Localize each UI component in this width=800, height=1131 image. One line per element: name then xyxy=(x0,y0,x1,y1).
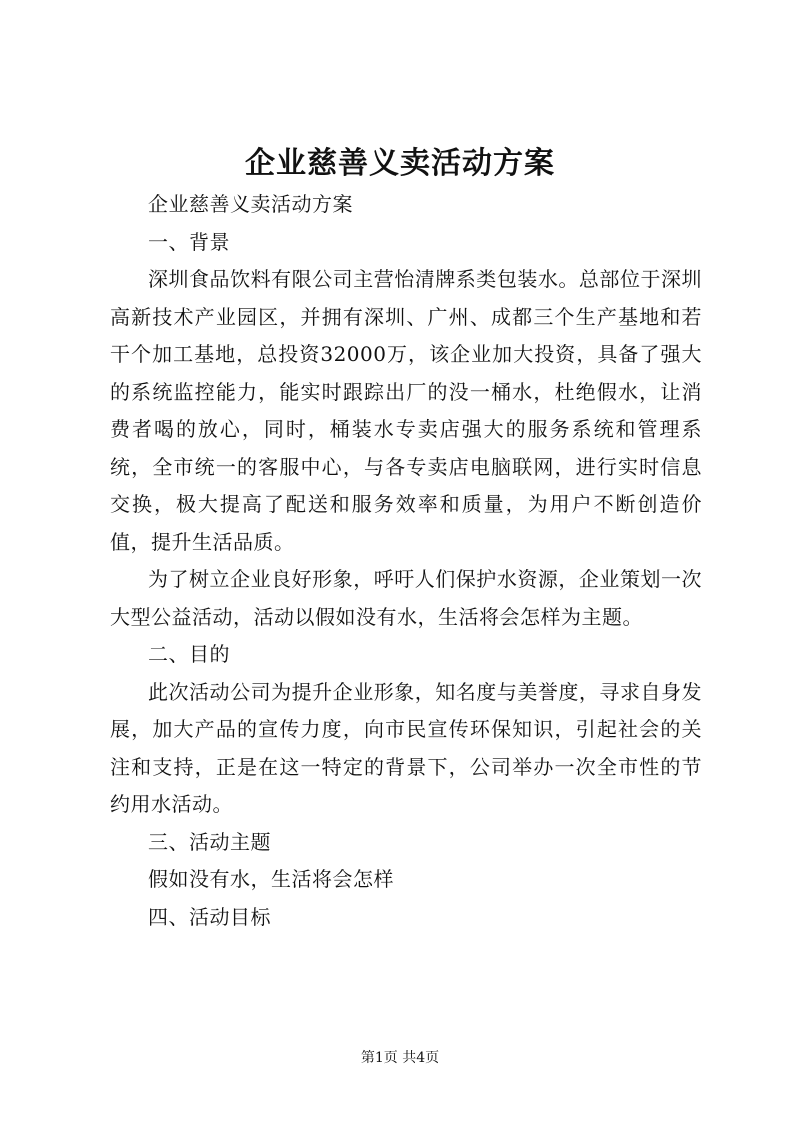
paragraph-theme: 假如没有水，生活将会怎样 xyxy=(148,867,394,891)
page-number-label: 第1页 共4页 xyxy=(360,1050,440,1066)
page-footer xyxy=(0,1048,800,1068)
paragraph-subtitle: 企业慈善义卖活动方案 xyxy=(148,192,353,216)
document-body xyxy=(110,186,702,936)
paragraph-purpose-intro: 为了树立企业良好形象，呼吁人们保护水资源，企业策划一次大型公益活动，活动以假如没有水，生活将会怎样为主题。 xyxy=(110,567,702,629)
section-heading-background: 一、背景 xyxy=(148,229,230,254)
section-heading-theme: 三、活动主题 xyxy=(148,829,271,854)
paragraph-background: 深圳食品饮料有限公司主营怡清牌系类包装水。总部位于深圳高新技术产业园区，并拥有深圳、广州、成都三个生产基地和若干个加工基地，总投资32000万，该企业加大投资，具备了强大的系统监控能力，能实时跟踪出厂的没一桶水，杜绝假水，让消费者喝的放心，同时，桶装水专卖店强大的服务系统和管理系统，全市统一的客服中心，与各专卖店电脑联网，进行实时信息交换，极大提高了配送和服务效率和质量，为用户不断创造价值，提升生活品质。 xyxy=(110,267,702,554)
paragraph-goal: 此次活动公司为提升企业形象，知名度与美誉度，寻求自身发展，加大产品的宣传力度，向市民宣传环保知识，引起社会的关注和支持，正是在这一特定的背景下，公司举办一次全市性的节约用水活动。 xyxy=(110,679,702,816)
document-title: 企业慈善义卖活动方案 xyxy=(245,146,555,181)
section-heading-target: 四、活动目标 xyxy=(148,904,271,929)
section-heading-goal: 二、目的 xyxy=(148,642,230,666)
